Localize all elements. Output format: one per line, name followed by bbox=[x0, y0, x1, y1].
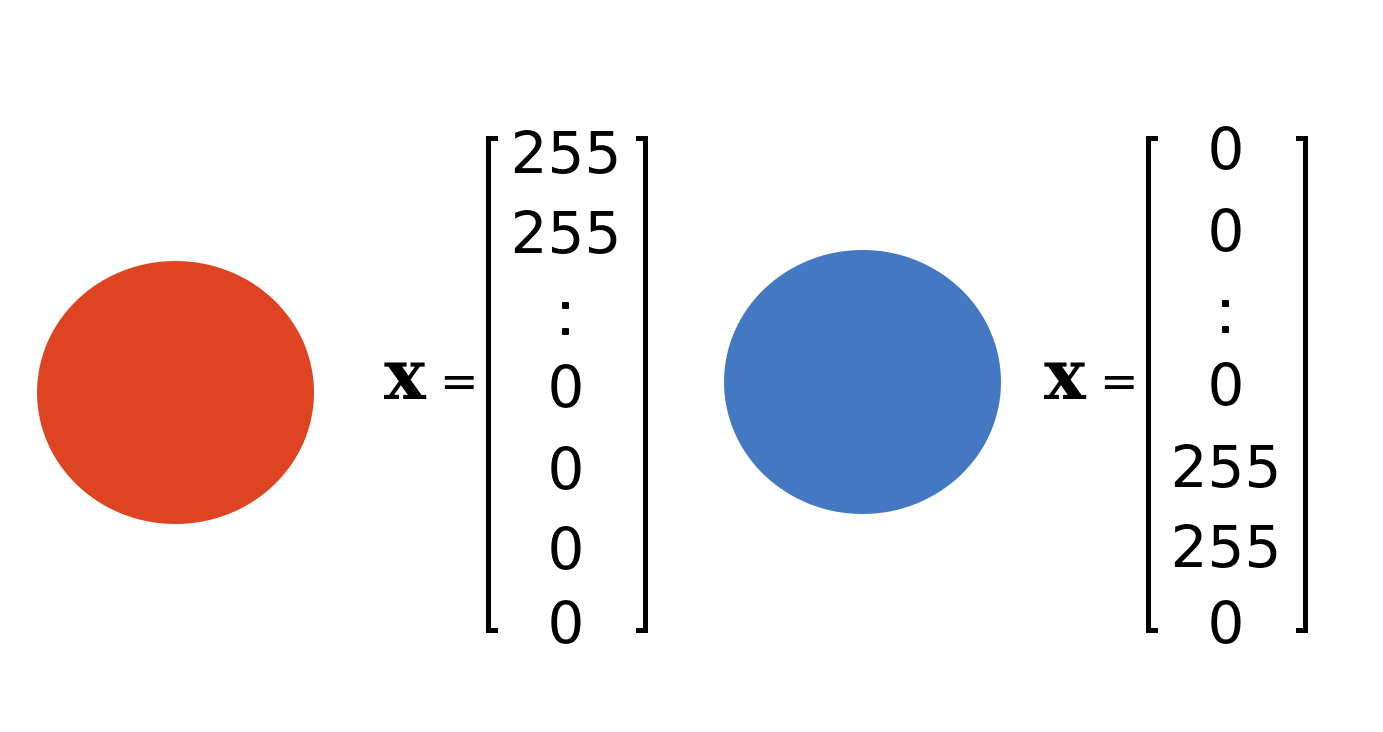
left-matrix-close-bracket bbox=[636, 136, 648, 633]
blue-circle bbox=[724, 250, 1001, 514]
left-vertical-ellipsis bbox=[562, 302, 570, 338]
left-entry-3: 0 bbox=[547, 353, 585, 421]
right-entry-6: 0 bbox=[1207, 589, 1245, 657]
right-matrix-close-bracket bbox=[1296, 136, 1308, 633]
left-entry-5: 0 bbox=[547, 515, 585, 583]
left-entry-2: 255 bbox=[510, 199, 622, 267]
left-entry-4: 0 bbox=[547, 435, 585, 503]
left-entry-1: 255 bbox=[510, 119, 622, 187]
left-matrix-open-bracket bbox=[486, 136, 498, 633]
right-equals-sign: = bbox=[1100, 354, 1139, 408]
left-entry-6: 0 bbox=[547, 589, 585, 657]
left-equals-sign: = bbox=[440, 354, 479, 408]
left-variable-x: x bbox=[384, 333, 426, 416]
right-entry-2: 0 bbox=[1207, 197, 1245, 265]
right-entry-3: 0 bbox=[1207, 351, 1245, 419]
right-entry-4: 255 bbox=[1170, 433, 1282, 501]
right-vertical-ellipsis bbox=[1222, 300, 1230, 336]
right-variable-x: x bbox=[1044, 333, 1086, 416]
right-matrix-open-bracket bbox=[1146, 136, 1158, 633]
right-entry-1: 0 bbox=[1207, 115, 1245, 183]
right-entry-5: 255 bbox=[1170, 513, 1282, 581]
red-circle bbox=[37, 261, 314, 524]
